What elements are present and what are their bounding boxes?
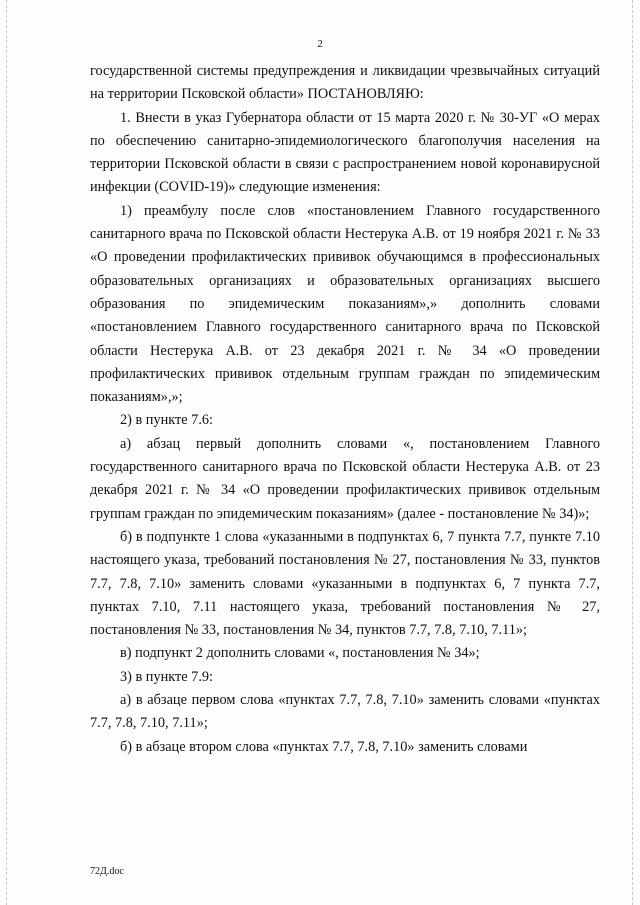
paragraph-subitem-3a: а) в абзаце первом слова «пунктах 7.7, 7.8, 7.10» заменить словами «пунктах 7.7, 7.8, 7.10, 7.11»; xyxy=(90,692,600,732)
paragraph-subitem-2b: б) в подпункте 1 слова «указанными в подпунктах 6, 7 пункта 7.7, пункте 7.10 настоящего указа, требований постановления № 27, постановления № 33, пунктов 7.7, 7.8, 7.10» заменить словами «указанными в подпунктах 6, 7 пункта 7.7, пунктах 7.10, 7.11 настоящего указа, требований постановления № 27, постановления № 33, постановления № 34, пунктов 7.7, 7.8, 7.10, 7.11»; xyxy=(90,528,600,639)
scan-edge-left xyxy=(6,0,8,905)
paragraph-intro-continuation: государственной системы предупреждения и ликвидации чрезвычайных ситуаций на территории Псковской области» ПОСТАНОВЛЯЮ: xyxy=(90,63,600,103)
paragraph-item-1: 1. Внести в указ Губернатора области от 15 марта 2020 г. № 30-УГ «О мерах по обеспечению санитарно-эпидемиологического благополучия населения на территории Псковской области в связи с распространением новой коронавирусной инфекции (COVID-19)» следующие изменения: xyxy=(90,109,600,196)
file-name-footer: 72Д.doc xyxy=(90,866,124,877)
paragraph-subitem-3: 3) в пункте 7.9: xyxy=(120,668,214,685)
document-body xyxy=(90,60,600,759)
paragraph-subitem-1-preamble: 1) преамбулу после слов «постановлением Главного государственного санитарного врача по Псковской области Нестерука А.В. от 19 ноября 2021 г. № 33 «О проведении профилактических прививок обучающимся в профессиональных образовательных организациях и образовательных организациях высшего образования по эпидемическим показаниям»,» дополнить словами «постановлением Главного государственного санитарного врача по Псковской области Нестерука А.В. от 23 декабря 2021 г. № 34 «О проведении профилактических прививок отдельным группам граждан по эпидемическим показаниям»,»; xyxy=(90,202,600,406)
paragraph-subitem-2a: а) абзац первый дополнить словами «, постановлением Главного государственного санитарного врача по Псковской области Нестерука А.В. от 23 декабря 2021 г. № 34 «О проведении профилактических прививок отдельным группам граждан по эпидемическим показаниям» (далее - постановление № 34)»; xyxy=(90,435,600,522)
paragraph-subitem-3b: б) в абзаце втором слова «пунктах 7.7, 7.8, 7.10» заменить словами xyxy=(120,738,528,755)
paragraph-subitem-2: 2) в пункте 7.6: xyxy=(120,412,214,429)
scan-edge-right xyxy=(632,0,634,905)
page-number: 2 xyxy=(317,38,323,50)
paragraph-subitem-2v: в) подпункт 2 дополнить словами «, постановления № 34»; xyxy=(120,645,480,662)
